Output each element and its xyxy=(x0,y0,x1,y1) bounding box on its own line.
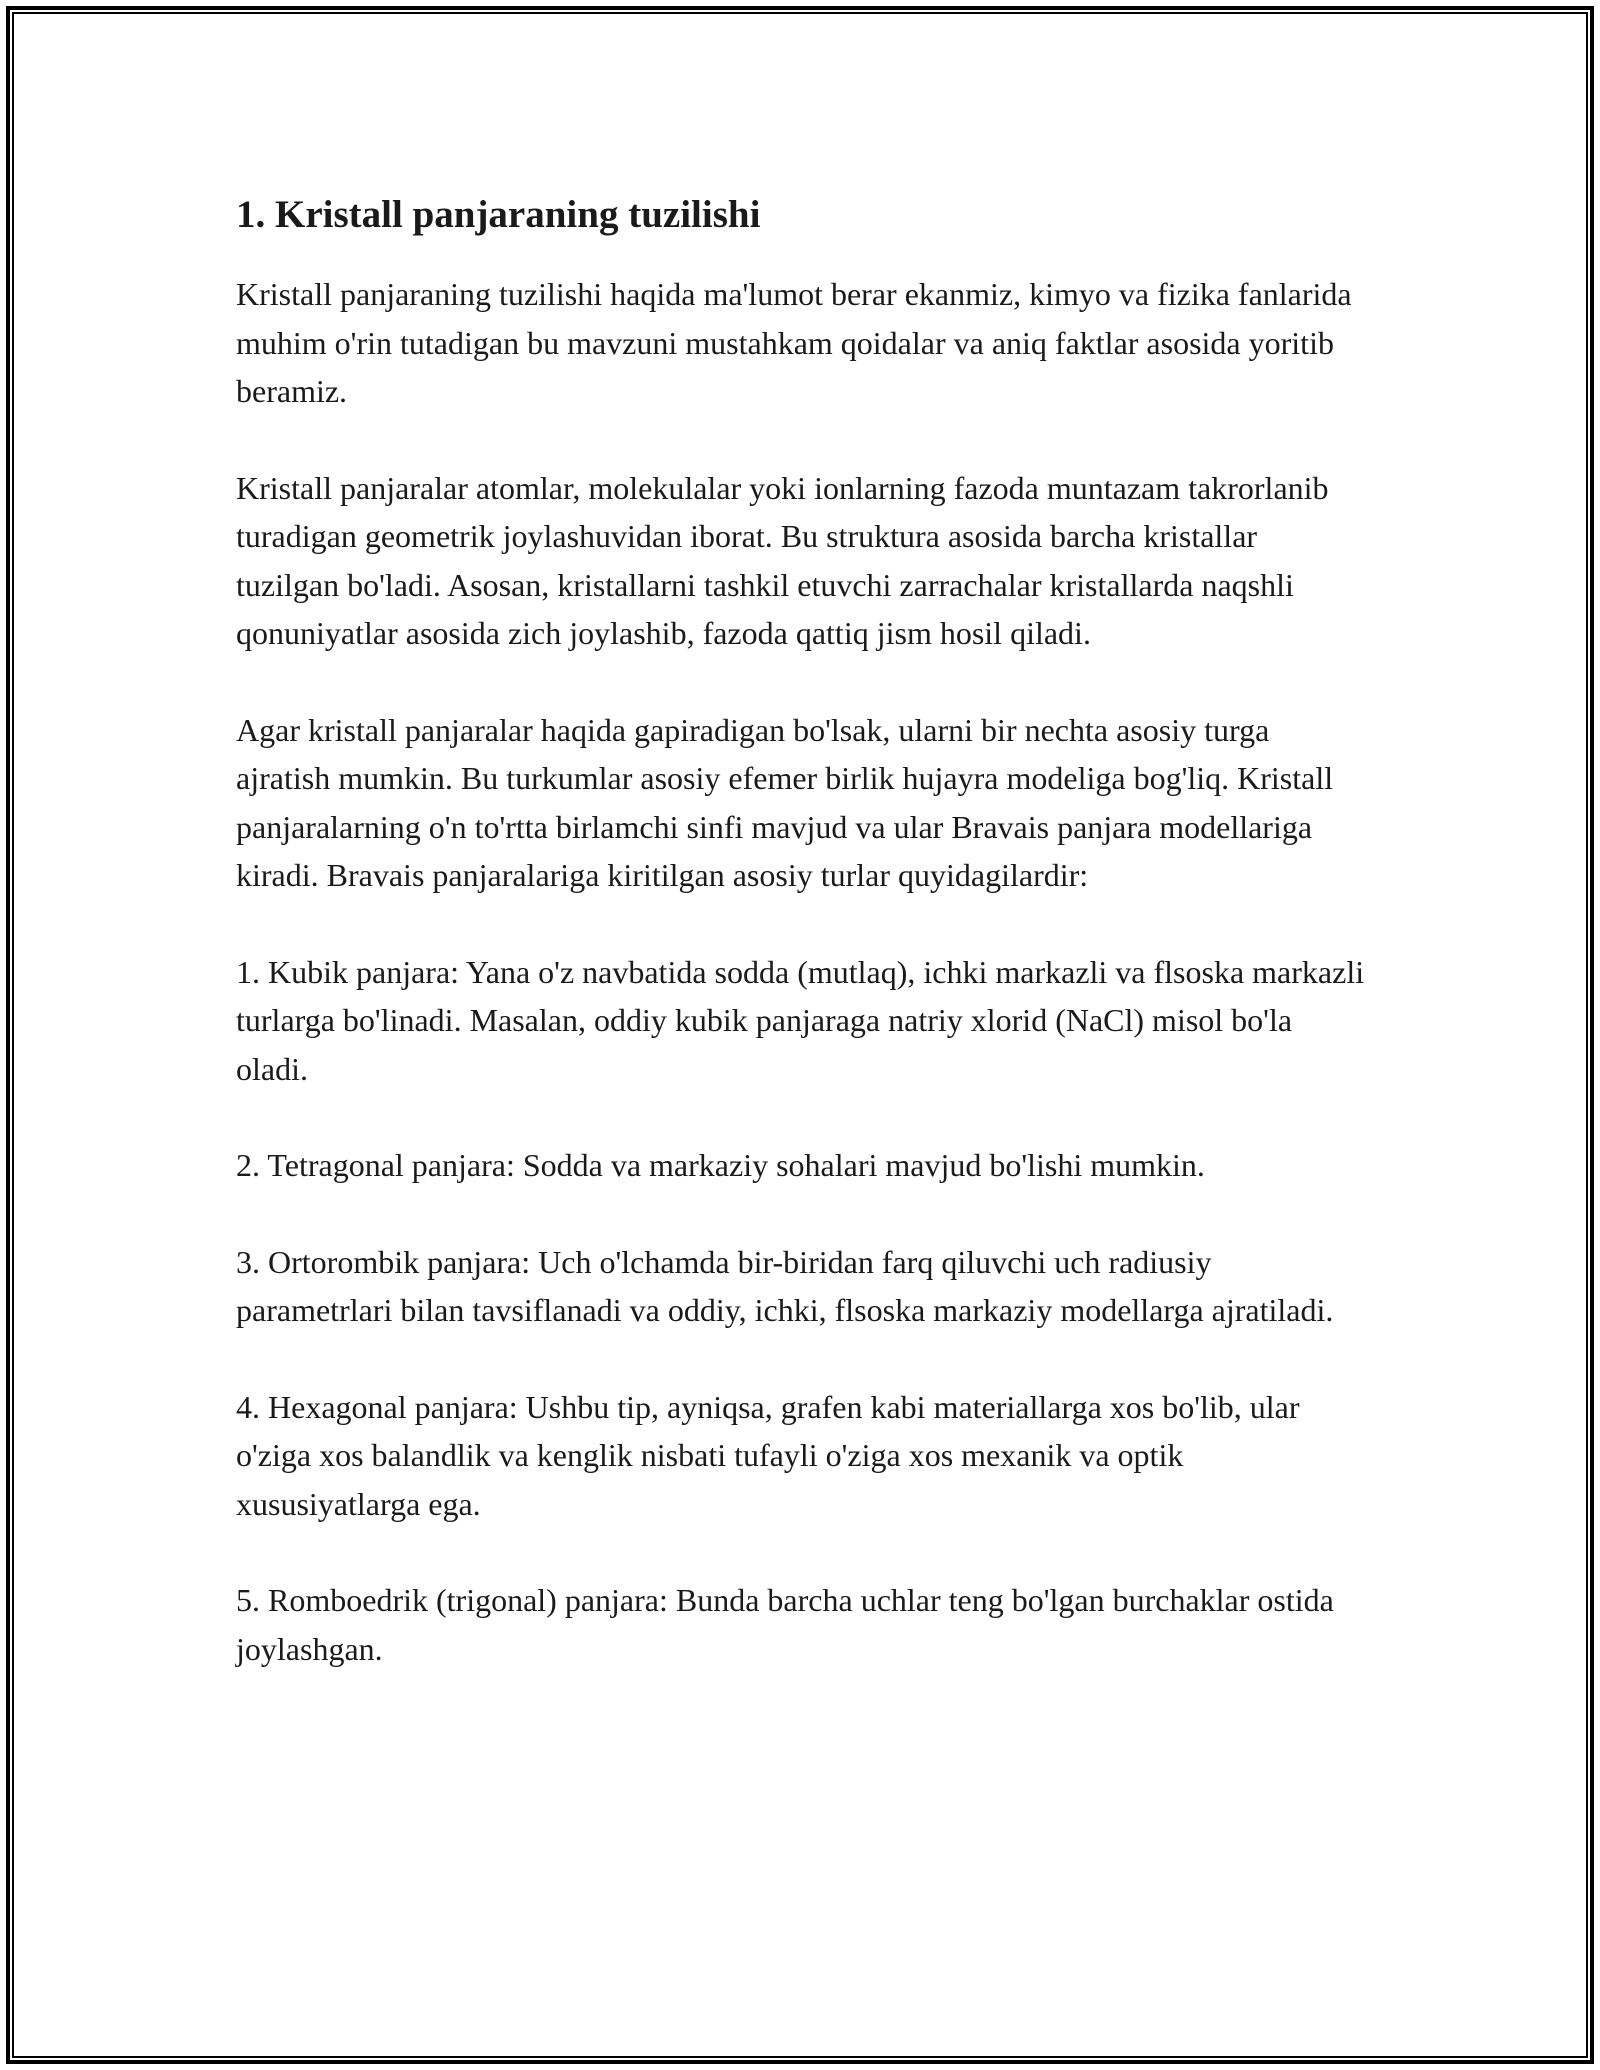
paragraph-types-intro: Agar kristall panjaralar haqida gapiradigan bo'lsak, ularni bir nechta asosiy turga ajratish mumkin. Bu turkumlar asosiy efemer birlik hujayra modeliga bog'liq. Kristall panjaralarning o'n to'rtta birlamchi sinfi mavjud va ular Bravais panjara modellariga kiradi. Bravais panjaralariga kiritilgan asosiy turlar quyidagilardir: xyxy=(236,711,1334,893)
document-title: 1. Kristall panjaraning tuzilishi xyxy=(236,193,761,236)
list-item-tetragonal: 2. Tetragonal panjara: Sodda va markaziy sohalari mavjud bo'lishi mumkin. xyxy=(236,1147,1205,1183)
list-item-cubic: 1. Kubik panjara: Yana o'z navbatida sodda (mutlaq), ichki markazli va flsoska markazli turlarga bo'linadi. Masalan, oddiy kubik panjaraga natriy xlorid (NaCl) misol bo'la oladi. xyxy=(236,953,1365,1087)
list-item-rhombohedral: 5. Romboedrik (trigonal) panjara: Bunda barcha uchlar teng bo'lgan burchaklar ostida joylashgan. xyxy=(236,1582,1334,1667)
list-item-orthorhombic: 3. Ortorombik panjara: Uch o'lchamda bir-biridan farq qiluvchi uch radiusiy parametrlari bilan tavsiflanadi va oddiy, ichki, flsoska markaziy modellarga ajratiladi. xyxy=(236,1243,1334,1328)
paragraph-intro: Kristall panjaraning tuzilishi haqida ma'lumot berar ekanmiz, kimyo va fizika fanlarida muhim o'rin tutadigan bu mavzuni mustahkam qoidalar va aniq faktlar asosida yoritib beramiz. xyxy=(236,276,1352,409)
list-item-hexagonal: 4. Hexagonal panjara: Ushbu tip, ayniqsa, grafen kabi materiallarga xos bo'lib, ular o'ziga xos balandlik va kenglik nisbati tufayli o'ziga xos mexanik va optik xususiyatlarga ega. xyxy=(236,1388,1300,1522)
paragraph-definition: Kristall panjaralar atomlar, molekulalar yoki ionlarning fazoda muntazam takrorlanib turadigan geometrik joylashuvidan iborat. Bu struktura asosida barcha kristallar tuzilgan bo'ladi. Asosan, kristallarni tashkil etuvchi zarrachalar kristallarda naqshli qonuniyatlar asosida zich joylashib, fazoda qattiq jism hosil qiladi. xyxy=(236,469,1329,651)
document-body xyxy=(236,186,1366,1673)
